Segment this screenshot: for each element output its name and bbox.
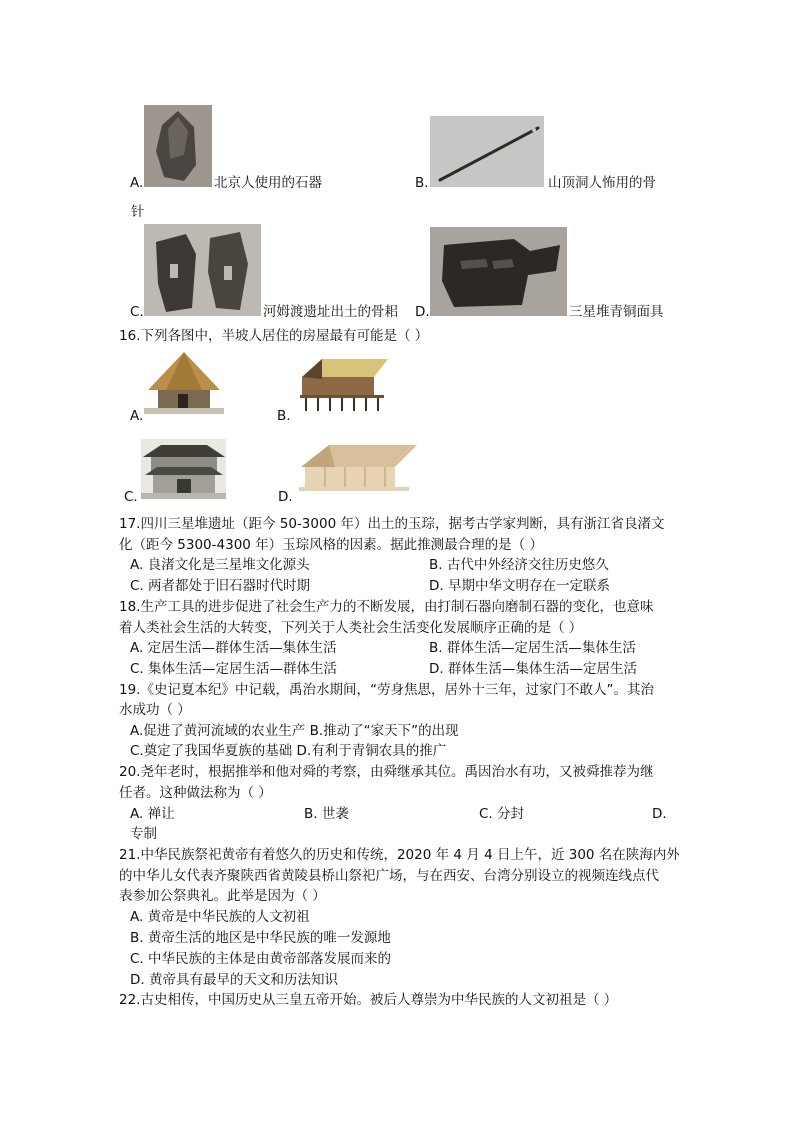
q15-option-b-text: 山顶洞人怖用的骨 (548, 175, 656, 191)
q17-stem-line1: 17.四川三星堆遗址（距今 50-3000 年）出土的玉琮，据考古学家判断，具有浙江省良渚文 (119, 516, 665, 532)
q22-stem: 22.古史相传，中国历史从三皇五帝开始。被后人尊崇为中华民族的人文初祖是（ ） (119, 992, 618, 1008)
q20-stem-line1: 20.尧年老时，根据推举和他对舜的考察，由舜继承其位。禹因治水有功，又被舜推荐为继 (119, 764, 654, 780)
q21-option-b[interactable]: B. 黄帝生活的地区是中华民族的唯一发源地 (130, 930, 391, 946)
q17-stem-line2: 化（距今 5300-4300 年）玉琮风格的因素。据此推测最合理的是（ ） (119, 537, 543, 553)
bone-spade-image (144, 224, 261, 316)
stone-tool-image (144, 105, 212, 187)
q20-option-b[interactable]: B. 世袭 (304, 806, 349, 822)
q20-option-d-letter[interactable]: D. (652, 806, 667, 822)
q18-stem-line1: 18.生产工具的进步促进了社会生产力的不断发展，由打制石器向磨制石器的变化，也意味 (119, 599, 654, 615)
q17-option-c[interactable]: C. 两者都处于旧石器时代时期 (130, 578, 311, 594)
semi-underground-house-image (295, 441, 423, 493)
q19-options-ab[interactable]: A.促进了黄河流域的农业生产 B.推动了“家天下”的出现 (130, 723, 459, 739)
q19-stem-line1: 19.《史记夏本纪》中记载，禹治水期间，“劳身焦思，居外十三年，过家门不敢人”。其治 (119, 682, 654, 698)
q16-stem: 16.下列各图中，半坡人居住的房屋最有可能是（ ） (119, 328, 429, 344)
q15-option-b-continuation: 针 (131, 204, 145, 220)
q21-stem-line3: 表参加公祭典礼。此举是因为（ ） (119, 888, 326, 904)
q21-stem-line1: 21.中华民族祭祀黄帝有着悠久的历史和传统，2020 年 4 月 4 日上午，近 300 名在陕海内外 (119, 847, 680, 863)
q21-stem-line2: 的中华儿女代表齐聚陕西省黄陵县桥山祭祀广场，与在西安、台湾分别设立的视频连线点代 (119, 868, 659, 884)
bone-needle-image (430, 116, 544, 187)
q17-option-b[interactable]: B. 古代中外经济交往历史悠久 (429, 557, 609, 573)
q17-option-a[interactable]: A. 良渚文化是三星堆文化源头 (130, 557, 310, 573)
q15-option-d-letter: D. (415, 304, 430, 320)
q20-option-d-text[interactable]: 专制 (130, 826, 157, 842)
bronze-mask-image (430, 227, 567, 316)
q21-option-c[interactable]: C. 中华民族的主体是由黄帝部落发展而来的 (130, 951, 392, 967)
q15-option-c-letter: C. (130, 304, 144, 320)
q15-option-c-text: 河姆渡遗址出土的骨耜 (263, 304, 398, 320)
q19-stem-line2: 水成功（ ） (119, 702, 191, 718)
q15-option-b-letter: B. (415, 175, 429, 191)
q17-option-d[interactable]: D. 早期中华文明存在一定联系 (429, 578, 610, 594)
q21-option-d[interactable]: D. 黄帝具有最早的天文和历法知识 (130, 972, 338, 988)
q16-option-a-letter[interactable]: A. (130, 408, 144, 424)
thatched-hut-image (144, 350, 224, 414)
q15-option-d-text: 三星堆青铜面具 (569, 304, 664, 320)
q21-option-a[interactable]: A. 黄帝是中华民族的人文初祖 (130, 909, 310, 925)
q16-option-c-letter[interactable]: C. (124, 489, 138, 505)
q15-option-a-text: 北京人使用的石器 (214, 175, 322, 191)
stilt-house-image (294, 355, 392, 414)
q18-option-d[interactable]: D. 群体生活—集体生活—定居生活 (429, 661, 637, 677)
q20-option-c[interactable]: C. 分封 (479, 806, 525, 822)
q18-option-c[interactable]: C. 集体生活—定居生活—群体生活 (130, 661, 338, 677)
q18-option-a[interactable]: A. 定居生活—群体生活—集体生活 (130, 640, 337, 656)
q15-option-a-letter: A. (130, 175, 144, 191)
q16-option-d-letter[interactable]: D. (278, 489, 293, 505)
q20-option-a[interactable]: A. 禅让 (130, 806, 175, 822)
palace-building-image (141, 439, 226, 499)
q18-option-b[interactable]: B. 群体生活—定居生活—集体生活 (429, 640, 636, 656)
q19-options-cd[interactable]: C.奠定了我国华夏族的基础 D.有利于青铜农具的推广 (130, 743, 447, 759)
q20-stem-line2: 任者。这种做法称为（ ） (119, 785, 272, 801)
q16-option-b-letter[interactable]: B. (277, 408, 291, 424)
q18-stem-line2: 着人类社会生活的大转变，下列关于人类社会生活变化发展顺序正确的是（ ） (119, 620, 583, 636)
